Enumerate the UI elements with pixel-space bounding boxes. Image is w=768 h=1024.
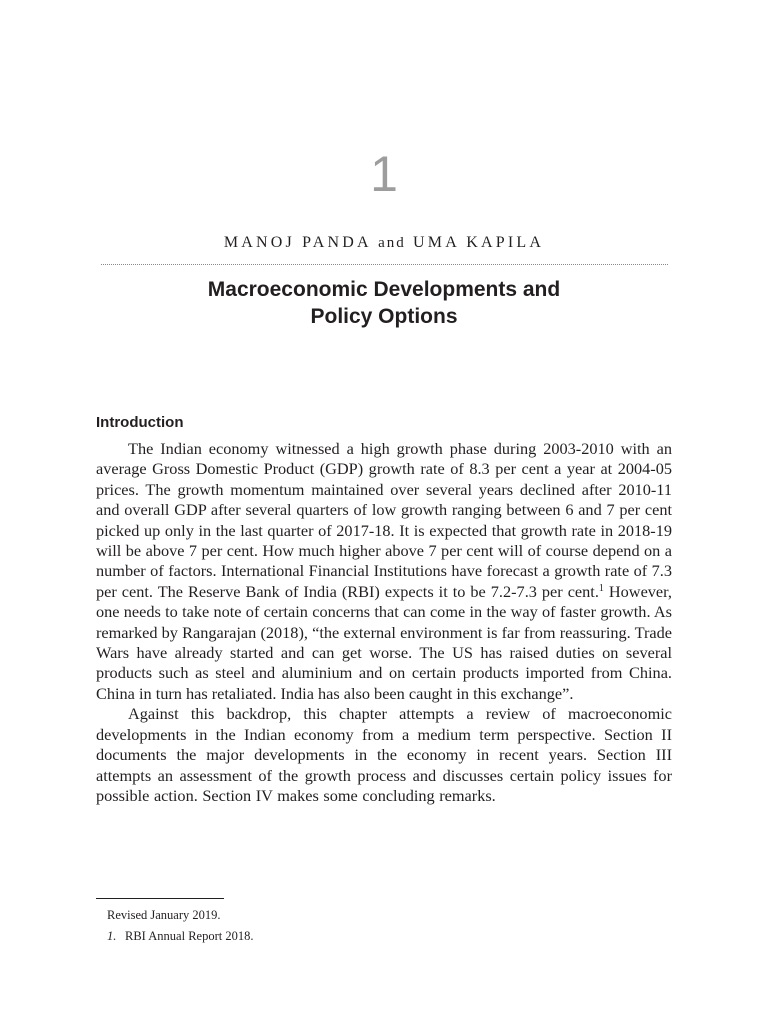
paragraph-1 <box>96 439 672 704</box>
author-name-1: MANOJ PANDA <box>223 234 371 251</box>
chapter-title <box>0 276 768 330</box>
dotted-divider <box>101 264 668 265</box>
paragraph-2: Against this backdrop, this chapter attempts a review of macroeconomic developments in the Indian economy from a medium term perspective. Section II documents the major developments in the economy in recent years. Section III attempts an assessment of the growth process and discusses certain policy issues for possible action. Section IV makes some concluding remarks. <box>96 704 672 805</box>
section-heading: Introduction <box>96 414 184 431</box>
chapter-title-line-1: Macroeconomic Developments and <box>207 278 561 301</box>
footnote-1-text: RBI Annual Report 2018. <box>125 929 254 943</box>
chapter-title-line-2: Policy Options <box>310 305 458 328</box>
body-text <box>96 439 672 806</box>
paragraph-1-continued: However, one needs to take note of certain concerns that can come in the way of faster growth. As remarked by Rangarajan (2018), “the external environment is far from reassuring. Trade Wars have already started and can get worse. The US has raised duties on several products such as steel and aluminium and on certain products imported from China. China in turn has retaliated. India has also been caught in this exchange”. <box>96 581 673 703</box>
footnote-1-number: 1. <box>107 929 117 943</box>
footnote-1 <box>107 926 253 947</box>
author-name-2: UMA KAPILA <box>413 234 545 251</box>
footnote-marker: 1 <box>598 582 604 594</box>
chapter-authors <box>0 233 768 253</box>
footnote-revised: Revised January 2019. <box>107 908 221 922</box>
paragraph-1-text: The Indian economy witnessed a high growth phase during 2003-2010 with an average Gross Domestic Product (GDP) growth rate of 8.3 per cent a year at 2004-05 prices. The growth momentum maintained over several years declined after 2010-11 and overall GDP after several quarters of low growth ranging between 6 and 7 per cent picked up only in the last quarter of 2017-18. It is expected that growth rate in 2018-19 will be above 7 per cent. How much higher above 7 per cent will of course depend on a number of factors. International Financial Institutions have forecast a growth rate of 7.3 per cent. The Reserve Bank of India (RBI) expects it to be 7.2-7.3 per cent. <box>96 439 672 601</box>
authors-conjunction: and <box>378 235 406 251</box>
footnote-divider <box>96 898 224 899</box>
footnotes <box>107 905 253 947</box>
chapter-number: 1 <box>370 146 398 202</box>
